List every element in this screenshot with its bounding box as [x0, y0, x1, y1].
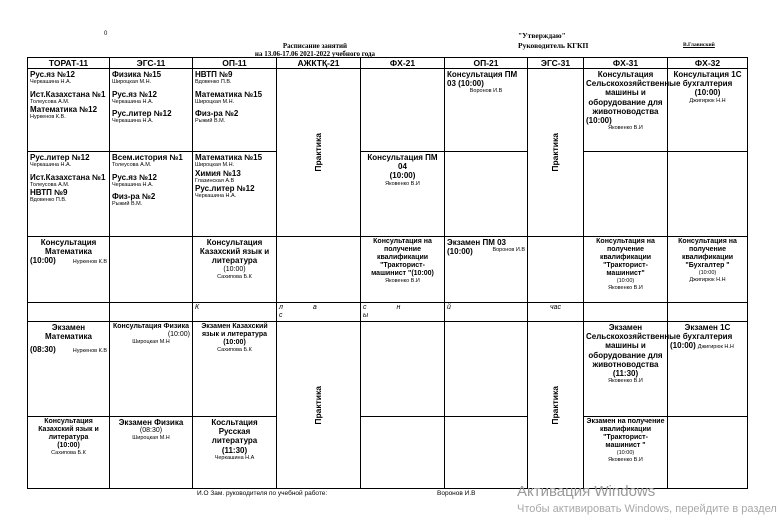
lesson-cell: Консультация на получение квалификации "Тракторист-машинист "(10:00) Яковенко В.И: [361, 237, 445, 303]
footer-name: Воронов И.В: [437, 490, 476, 497]
empty-cell: [361, 69, 445, 152]
lesson-cell: Консультация Физика (10:00) Ширoцкая М.Н: [110, 322, 193, 417]
table-row: [28, 417, 748, 489]
col-header: ОП-11: [193, 58, 277, 69]
practice-cell: Практика: [528, 322, 584, 489]
lesson-cell: Консультация Казахский язык и литература (10:00) Сахипова Б.К: [28, 417, 110, 489]
lesson-cell: Экзамен Казахский язык и литература (10:00) Сахипова Б.К: [193, 322, 277, 417]
approver-name: В.Главнский: [683, 42, 715, 48]
page-number: 0: [104, 31, 108, 37]
lesson-cell: Консультация Сельскохозяйственные машины и оборудование для животноводства (10:00) Яковенко В.И: [584, 69, 668, 152]
table-row: [28, 152, 748, 237]
approve-line2: Руководитель КГКП: [518, 41, 589, 50]
empty-cell: [445, 152, 528, 237]
empty-cell: [584, 152, 668, 237]
activation-watermark-text: Чтобы активировать Windows, перейдите в раздел: [517, 503, 777, 515]
table-row: [28, 69, 748, 152]
lesson-cell: Экзамен на получение квалификации "Тракторист-машинист " (10:00) Яковенко В.И: [584, 417, 668, 489]
practice-cell: Практика: [528, 69, 584, 237]
title-line2: на 13.06-17.06 2021-2022 учебного года: [254, 50, 376, 58]
lesson-cell: Экзамен Сельскохозяйственные машины и оборудование для животноводства (11:30) Яковенко В.И: [584, 322, 668, 417]
lesson-cell: Рус.яз №12 Черкашина Н.А. Ист.Казахстана №1 Толеусова А.М. Математика №12 Нуркенов К.В.: [28, 69, 110, 152]
page-title: [230, 42, 400, 58]
lesson-cell: Экзамен 1С бухгалтерия (10:00) Джигирюк Н.Н: [668, 322, 748, 417]
schedule-table: [27, 57, 748, 489]
class-hour-row: К л а с с н ы й час: [28, 303, 748, 322]
empty-cell: [361, 417, 445, 489]
lesson-cell: Консультация ПМ 03 (10:00) Воронов И.В: [445, 69, 528, 152]
lesson-cell: Экзамен Математика (08:30) Нуркенов К.В: [28, 322, 110, 417]
lesson-cell: Консультация Казахский язык и литература (10:00) Сахипова Б.К: [193, 237, 277, 303]
col-header: ФХ-32: [668, 58, 748, 69]
lesson-cell: Физика №15 Ширoцкая М.Н. Рус.яз №12 Черкашина Н.А. Рус.литер №12 Черкашина Н.А.: [110, 69, 193, 152]
approval-block: [518, 31, 588, 51]
activation-watermark-title: Активация Windows: [517, 483, 656, 500]
header-row: [28, 58, 748, 69]
empty-cell: [668, 417, 748, 489]
lesson-cell: Рус.литер №12 Черкашина Н.А. Ист.Казахстана №1 Толеусова А.М. НВТП №9 Вдовенко П.В.: [28, 152, 110, 237]
empty-cell: [445, 322, 528, 417]
lesson-cell: Консультация Математика (10:00) Нуркенов К.В: [28, 237, 110, 303]
lesson-cell: Экзамен ПМ 03 (10:00) Воронов И.В: [445, 237, 528, 303]
lesson-cell: Косльтация Русская литература (11:30) Черкашина Н.А: [193, 417, 277, 489]
lesson-cell: Экзамен Физика (08:30) Ширoцкая М.Н: [110, 417, 193, 489]
col-header: АЖКТҚ-21: [277, 58, 361, 69]
empty-cell: [445, 417, 528, 489]
approve-line1: "Утверждаю": [518, 31, 566, 40]
footer-label: И.О Зам. руководителя по учебной работе:: [197, 490, 328, 497]
lesson-cell: Математика №15 Ширoцкая М.Н. Химия №13 Глазинская А.В Рус.литер №12 Черкашина Н.А.: [193, 152, 277, 237]
lesson-cell: Консультация 1С бухгалтерия (10:00) Джигирюк Н.Н: [668, 69, 748, 152]
col-header: ОП-21: [445, 58, 528, 69]
practice-cell: Практика: [277, 69, 361, 237]
practice-cell: Практика: [277, 322, 361, 489]
lesson-cell: Консультация на получение квалификации "Бухгалтер " (10:00) Джигирюк Н.Н: [668, 237, 748, 303]
lesson-cell: НВТП №9 Вдовенко П.В. Математика №15 Ширoцкая М.Н. Физ-ра №2 Рыжий В.М.: [193, 69, 277, 152]
lesson-cell: Всем.история №1 Толеусова А.М. Рус.яз №12 Черкашина Н.А. Физ-ра №2 Рыжий В.М.: [110, 152, 193, 237]
empty-cell: [110, 237, 193, 303]
empty-cell: [668, 152, 748, 237]
col-header: ФХ-31: [584, 58, 668, 69]
lesson-cell: Консультация ПМ 04 (10:00) Яковенко В.И: [361, 152, 445, 237]
empty-cell: [361, 322, 445, 417]
title-line1: Расписание занятий: [282, 42, 348, 50]
table-row: [28, 322, 748, 417]
col-header: ТОРАТ-11: [28, 58, 110, 69]
col-header: ЭГС-31: [528, 58, 584, 69]
empty-cell: [277, 237, 361, 303]
table-row: [28, 237, 748, 303]
col-header: ЭГС-11: [110, 58, 193, 69]
col-header: ФХ-21: [361, 58, 445, 69]
lesson-cell: Консультация на получение квалификации "Тракторист-машинист" (10:00) Яковенко В.И: [584, 237, 668, 303]
empty-cell: [528, 237, 584, 303]
